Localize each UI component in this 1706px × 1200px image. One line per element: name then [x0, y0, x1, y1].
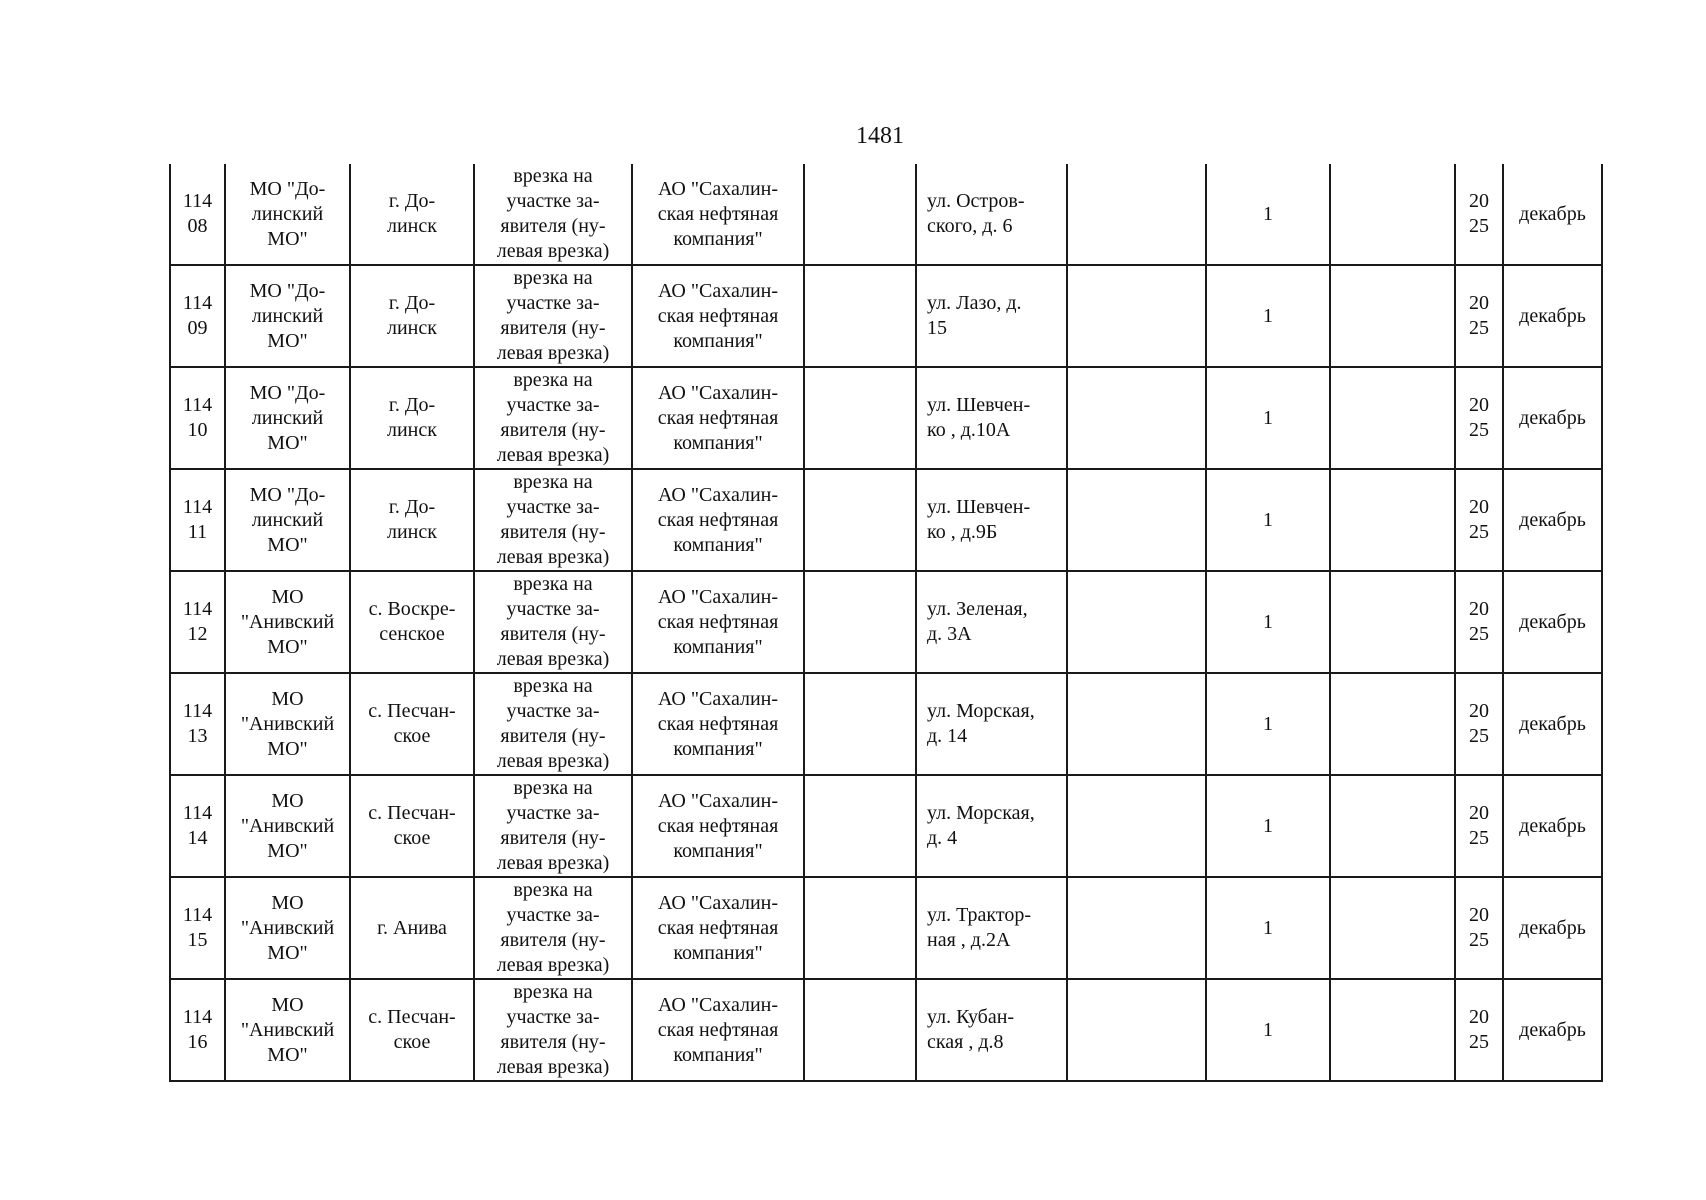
empty-cell [1330, 979, 1455, 1081]
year-cell: 20 25 [1455, 265, 1503, 367]
year-cell: 20 25 [1455, 571, 1503, 673]
empty-cell [1330, 367, 1455, 469]
work-type-cell: врезка на участке за- явителя (ну- левая врезка) [474, 775, 632, 877]
empty-cell [804, 979, 916, 1081]
address-cell: ул. Шевчен- ко , д.10А [916, 367, 1067, 469]
organization-cell: АО "Сахалин- ская нефтяная компания" [632, 775, 804, 877]
work-type-cell: врезка на участке за- явителя (ну- левая врезка) [474, 367, 632, 469]
organization-cell: АО "Сахалин- ская нефтяная компания" [632, 877, 804, 979]
empty-cell [804, 673, 916, 775]
organization-cell: АО "Сахалин- ская нефтяная компания" [632, 571, 804, 673]
empty-cell [804, 367, 916, 469]
work-type-cell: врезка на участке за- явителя (ну- левая врезка) [474, 673, 632, 775]
table-row [170, 164, 1602, 265]
table-row [170, 673, 1602, 775]
year-cell: 20 25 [1455, 164, 1503, 265]
municipality-cell: МО "До- линский МО" [225, 469, 350, 571]
row-number-cell: 114 13 [170, 673, 225, 775]
settlement-cell: с. Песчан- ское [350, 775, 474, 877]
quantity-cell: 1 [1206, 775, 1330, 877]
settlement-cell: г. До- линск [350, 469, 474, 571]
month-cell: декабрь [1503, 877, 1602, 979]
table-row [170, 571, 1602, 673]
empty-cell [1067, 265, 1206, 367]
table-row [170, 979, 1602, 1081]
page-number: 1481 [856, 123, 904, 149]
table-row [170, 469, 1602, 571]
settlement-cell: г. Анива [350, 877, 474, 979]
empty-cell [1330, 164, 1455, 265]
month-cell: декабрь [1503, 673, 1602, 775]
quantity-cell: 1 [1206, 877, 1330, 979]
empty-cell [1067, 673, 1206, 775]
address-cell: ул. Морская, д. 4 [916, 775, 1067, 877]
address-cell: ул. Морская, д. 14 [916, 673, 1067, 775]
year-cell: 20 25 [1455, 367, 1503, 469]
row-number-cell: 114 15 [170, 877, 225, 979]
row-number-cell: 114 09 [170, 265, 225, 367]
quantity-cell: 1 [1206, 979, 1330, 1081]
table-row [170, 265, 1602, 367]
empty-cell [1330, 571, 1455, 673]
empty-cell [804, 469, 916, 571]
table-row [170, 877, 1602, 979]
organization-cell: АО "Сахалин- ская нефтяная компания" [632, 164, 804, 265]
empty-cell [804, 775, 916, 877]
address-cell: ул. Остров- ского, д. 6 [916, 164, 1067, 265]
month-cell: декабрь [1503, 979, 1602, 1081]
empty-cell [1067, 367, 1206, 469]
row-number-cell: 114 11 [170, 469, 225, 571]
empty-cell [804, 265, 916, 367]
table-row [170, 775, 1602, 877]
work-type-cell: врезка на участке за- явителя (ну- левая врезка) [474, 265, 632, 367]
row-number-cell: 114 10 [170, 367, 225, 469]
municipality-cell: МО "До- линский МО" [225, 265, 350, 367]
empty-cell [1330, 673, 1455, 775]
month-cell: декабрь [1503, 469, 1602, 571]
settlement-cell: с. Песчан- ское [350, 673, 474, 775]
quantity-cell: 1 [1206, 367, 1330, 469]
settlement-cell: с. Песчан- ское [350, 979, 474, 1081]
empty-cell [1067, 469, 1206, 571]
work-type-cell: врезка на участке за- явителя (ну- левая врезка) [474, 979, 632, 1081]
month-cell: декабрь [1503, 164, 1602, 265]
month-cell: декабрь [1503, 367, 1602, 469]
work-type-cell: врезка на участке за- явителя (ну- левая врезка) [474, 469, 632, 571]
row-number-cell: 114 14 [170, 775, 225, 877]
row-number-cell: 114 16 [170, 979, 225, 1081]
empty-cell [804, 571, 916, 673]
address-cell: ул. Трактор- ная , д.2А [916, 877, 1067, 979]
settlement-cell: г. До- линск [350, 265, 474, 367]
municipality-cell: МО "До- линский МО" [225, 164, 350, 265]
quantity-cell: 1 [1206, 673, 1330, 775]
work-type-cell: врезка на участке за- явителя (ну- левая врезка) [474, 164, 632, 265]
row-number-cell: 114 12 [170, 571, 225, 673]
year-cell: 20 25 [1455, 673, 1503, 775]
month-cell: декабрь [1503, 571, 1602, 673]
organization-cell: АО "Сахалин- ская нефтяная компания" [632, 367, 804, 469]
work-type-cell: врезка на участке за- явителя (ну- левая врезка) [474, 571, 632, 673]
municipality-cell: МО "Анивский МО" [225, 775, 350, 877]
empty-cell [1330, 469, 1455, 571]
municipality-cell: МО "Анивский МО" [225, 979, 350, 1081]
month-cell: декабрь [1503, 265, 1602, 367]
empty-cell [1330, 877, 1455, 979]
address-cell: ул. Зеленая, д. 3А [916, 571, 1067, 673]
address-cell: ул. Кубан- ская , д.8 [916, 979, 1067, 1081]
empty-cell [1067, 775, 1206, 877]
empty-cell [1330, 775, 1455, 877]
year-cell: 20 25 [1455, 775, 1503, 877]
year-cell: 20 25 [1455, 979, 1503, 1081]
organization-cell: АО "Сахалин- ская нефтяная компания" [632, 673, 804, 775]
empty-cell [804, 877, 916, 979]
empty-cell [804, 164, 916, 265]
municipality-cell: МО "До- линский МО" [225, 367, 350, 469]
quantity-cell: 1 [1206, 164, 1330, 265]
quantity-cell: 1 [1206, 571, 1330, 673]
empty-cell [1067, 164, 1206, 265]
settlement-cell: г. До- линск [350, 367, 474, 469]
organization-cell: АО "Сахалин- ская нефтяная компания" [632, 265, 804, 367]
address-cell: ул. Шевчен- ко , д.9Б [916, 469, 1067, 571]
row-number-cell: 114 08 [170, 164, 225, 265]
address-cell: ул. Лазо, д. 15 [916, 265, 1067, 367]
month-cell: декабрь [1503, 775, 1602, 877]
empty-cell [1067, 979, 1206, 1081]
quantity-cell: 1 [1206, 469, 1330, 571]
table-body [170, 164, 1602, 1081]
connections-table [169, 164, 1603, 1082]
municipality-cell: МО "Анивский МО" [225, 673, 350, 775]
empty-cell [1330, 265, 1455, 367]
organization-cell: АО "Сахалин- ская нефтяная компания" [632, 979, 804, 1081]
quantity-cell: 1 [1206, 265, 1330, 367]
organization-cell: АО "Сахалин- ская нефтяная компания" [632, 469, 804, 571]
work-type-cell: врезка на участке за- явителя (ну- левая врезка) [474, 877, 632, 979]
municipality-cell: МО "Анивский МО" [225, 877, 350, 979]
year-cell: 20 25 [1455, 469, 1503, 571]
settlement-cell: с. Воскре- сенское [350, 571, 474, 673]
empty-cell [1067, 877, 1206, 979]
settlement-cell: г. До- линск [350, 164, 474, 265]
year-cell: 20 25 [1455, 877, 1503, 979]
empty-cell [1067, 571, 1206, 673]
table-row [170, 367, 1602, 469]
municipality-cell: МО "Анивский МО" [225, 571, 350, 673]
